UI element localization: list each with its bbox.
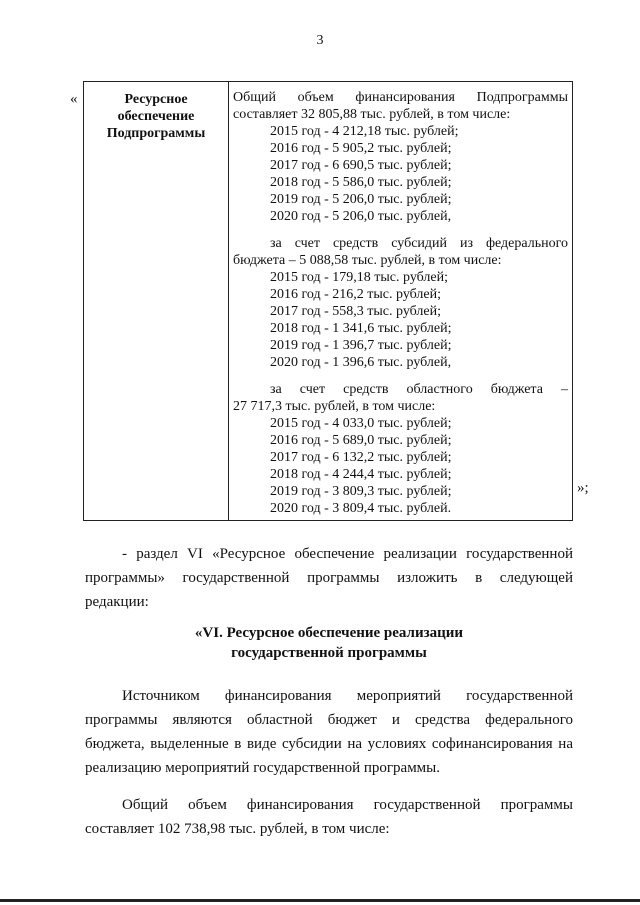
year-line: 2019 год - 5 206,0 тыс. рублей;: [270, 192, 452, 207]
year-line: 2016 год - 5 689,0 тыс. рублей;: [270, 433, 452, 448]
federal-intro-line: за счет средств субсидий из федерального: [270, 236, 568, 251]
funding-source-paragraph: [85, 684, 573, 780]
paragraph-line: Источником финансирования мероприятий государственной: [122, 688, 573, 704]
paragraph-line: составляет 102 738,98 тыс. рублей, в том числе:: [85, 821, 390, 837]
opening-quote-mark: «: [70, 91, 78, 107]
year-line: 2020 год - 1 396,6 тыс. рублей,: [270, 355, 452, 370]
paragraph-line: бюджета, выделенные в виде субсидии на условиях софинансирования на: [85, 736, 573, 752]
year-line: 2015 год - 4 212,18 тыс. рублей;: [270, 124, 459, 139]
year-line: 2018 год - 1 341,6 тыс. рублей;: [270, 321, 452, 336]
year-line: 2019 год - 1 396,7 тыс. рублей;: [270, 338, 452, 353]
regional-intro-line: за счет средств областного бюджета –: [270, 382, 568, 397]
year-line: 2018 год - 5 586,0 тыс. рублей;: [270, 175, 452, 190]
paragraph-line: программы являются областной бюджет и средства федерального: [85, 712, 573, 728]
paragraph-line: реализацию мероприятий государственной программы.: [85, 760, 441, 776]
paragraph-line: редакции:: [85, 594, 149, 610]
total-intro-line: Общий объем финансирования Подпрограммы: [233, 90, 568, 105]
year-line: 2016 год - 5 905,2 тыс. рублей;: [270, 141, 452, 156]
section-heading: [85, 623, 573, 663]
header-line: Подпрограммы: [106, 126, 206, 141]
paragraph-line: программы» государственной программы изложить в следующей: [85, 570, 573, 586]
paragraph-line: - раздел VI «Ресурсное обеспечение реализации государственной: [122, 546, 573, 562]
header-line: обеспечение: [117, 109, 195, 124]
year-line: 2017 год - 6 690,5 тыс. рублей;: [270, 158, 452, 173]
heading-line: «VI. Ресурсное обеспечение реализации: [194, 625, 464, 641]
resource-table-header-cell: [84, 82, 229, 520]
year-line: 2017 год - 558,3 тыс. рублей;: [270, 304, 442, 319]
federal-intro-line: бюджета – 5 088,58 тыс. рублей, в том числе:: [233, 253, 502, 268]
total-funding-paragraph: [85, 793, 573, 841]
closing-quote-mark: »;: [577, 480, 589, 496]
resource-table: [83, 81, 573, 521]
paragraph-line: Общий объем финансирования государственной программы: [122, 797, 573, 813]
header-line: Ресурсное: [124, 92, 188, 107]
regional-intro-line: 27 717,3 тыс. рублей, в том числе:: [233, 399, 436, 414]
year-line: 2019 год - 3 809,3 тыс. рублей;: [270, 484, 452, 499]
total-intro-line: составляет 32 805,88 тыс. рублей, в том числе:: [233, 107, 511, 122]
year-line: 2015 год - 179,18 тыс. рублей;: [270, 270, 449, 285]
year-line: 2020 год - 3 809,4 тыс. рублей.: [270, 501, 452, 516]
scan-edge-line: [0, 899, 640, 902]
amendment-paragraph: [85, 542, 573, 614]
year-line: 2015 год - 4 033,0 тыс. рублей;: [270, 416, 452, 431]
year-line: 2016 год - 216,2 тыс. рублей;: [270, 287, 442, 302]
year-line: 2020 год - 5 206,0 тыс. рублей,: [270, 209, 452, 224]
resource-table-content-cell: [229, 82, 572, 520]
year-line: 2018 год - 4 244,4 тыс. рублей;: [270, 467, 452, 482]
year-line: 2017 год - 6 132,2 тыс. рублей;: [270, 450, 452, 465]
heading-line: государственной программы: [231, 645, 427, 661]
page-number: 3: [316, 33, 324, 48]
